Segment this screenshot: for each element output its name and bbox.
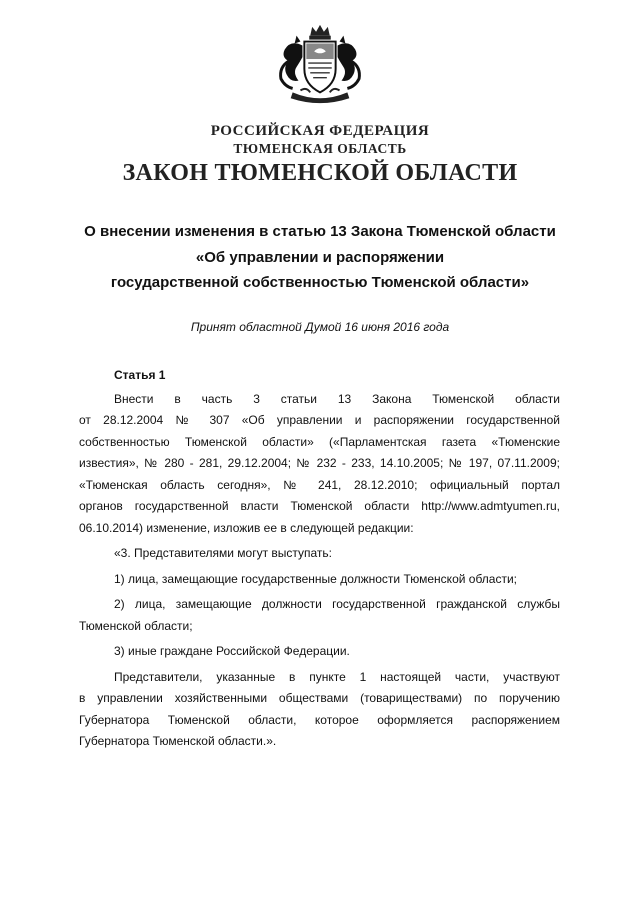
law-title-line: государственной собственностью Тюменской области» — [110, 274, 530, 291]
law-title — [0, 219, 640, 296]
law-title-line: «Об управлении и распоряжении — [195, 248, 445, 266]
list-item-2: 2) лица, замещающие должности государственной гражданской службы — [114, 597, 560, 611]
list-item-2-cont: Тюменской области; — [79, 618, 193, 633]
tyumen-coat-of-arms-icon — [271, 22, 369, 108]
article-heading: Статья 1 — [114, 368, 166, 382]
article-text-line: «Тюменская область сегодня», № 241, 28.12.2010; официальный портал — [79, 477, 560, 492]
header-country: РОССИЙСКАЯ ФЕДЕРАЦИЯ — [210, 123, 430, 139]
article-text-line: органов государственной власти Тюменской области http://www.admtyumen.ru, — [79, 499, 560, 513]
final-paragraph-line: Представители, указанные в пункте 1 настоящей части, участвуют — [114, 669, 560, 684]
final-paragraph-line: в управлении хозяйственными обществами (товариществами) по поручению — [79, 691, 560, 705]
article-text-line: известия», № 280 - 281, 29.12.2004; № 232 - 233, 14.10.2005; № 197, 07.11.2009; — [79, 456, 560, 470]
final-paragraph-line: Губернатора Тюменской области.». — [79, 734, 277, 748]
article-body — [79, 365, 560, 753]
law-title-line: О внесении изменения в статью 13 Закона Тюменской области — [84, 223, 556, 240]
adoption-date: Принят областной Думой 16 июня 2016 года — [190, 320, 450, 334]
article-text-line: Внести в часть 3 статьи 13 Закона Тюменской области — [114, 391, 560, 406]
header-region: ТЮМЕНСКАЯ ОБЛАСТЬ — [233, 141, 407, 156]
final-paragraph-line: Губернатора Тюменской области, которое оформляется распоряжением — [79, 712, 560, 727]
quote-start: «3. Представителями могут выступать: — [114, 546, 333, 560]
article-text-line: от 28.12.2004 № 307 «Об управлении и распоряжении государственной — [79, 413, 560, 427]
article-text-line: 06.10.2014) изменение, изложив ее в следующей редакции: — [79, 520, 414, 535]
list-item-1: 1) лица, замещающие государственные должности Тюменской области; — [114, 571, 517, 586]
list-item-3: 3) иные граждане Российской Федерации. — [114, 644, 350, 658]
header-law-title: ЗАКОН ТЮМЕНСКОЙ ОБЛАСТИ — [122, 160, 518, 186]
article-text-line: собственностью Тюменской области» («Парламентская газета «Тюменские — [79, 434, 560, 449]
